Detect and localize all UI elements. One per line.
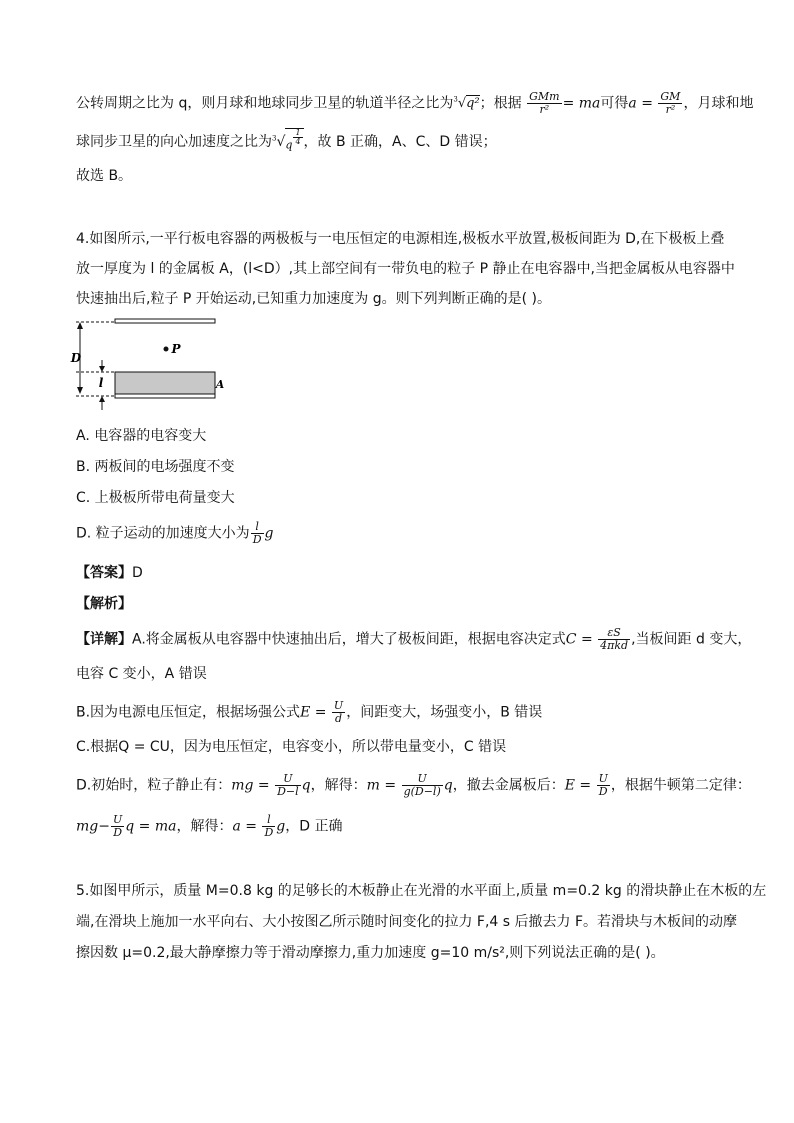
frac-num: U [598,772,608,785]
prev-line-3: 故选 B。 [76,168,133,184]
math: q = ma [125,818,177,835]
metal-plate-a [115,372,215,394]
frac-den: r² [539,102,550,116]
label-D: D [70,351,82,365]
root-base: q [285,138,293,152]
label-l: l [98,376,104,390]
detail-text: B.因为电源电压恒定，根据场强公式 [76,704,301,721]
prev-text: ，月球和地 [683,95,754,112]
detail-text: ,当板间距 d 变大， [631,631,752,648]
detail-text: ，撤去金属板后： [452,777,565,794]
q4-line-3: 快速抽出后,粒子 P 开始运动,已知重力加速度为 g。则下列判断正确的是( )。 [76,291,551,307]
option-a: A. 电容器的电容变大 [76,428,207,444]
option-c: C. 上极板所带电荷量变大 [76,490,235,506]
detail-line-6 [76,814,342,839]
detail-text: ，间距变大，场强变小，B 错误 [346,704,543,721]
detail-text: D.初始时，粒子静止有： [76,777,232,794]
capacitor-figure [72,316,232,416]
math: m = [366,777,397,794]
frac-den: D [252,533,262,546]
math: q [301,777,311,794]
fraction [251,521,264,546]
frac-num: εS [598,627,630,640]
answer-line [76,563,143,583]
frac-den: D−l [277,785,299,798]
prev-text: 公转周期之比为 q，则月球和地球同步卫星的轨道半径之比为 [76,95,454,112]
fraction [402,773,443,798]
frac-num: U [402,773,443,786]
detail-text: ，D 正确 [285,818,343,835]
detail-text: ，解得： [310,777,367,794]
frac-num: U [275,773,301,786]
l-arrow-bottom-head [99,396,105,402]
math: E = [300,704,327,721]
detail-line-2: 电容 C 变小，A 错误 [76,666,207,682]
detail-text: ，解得： [176,818,233,835]
frac-num: U [333,699,344,712]
detail-line-5 [76,773,751,798]
frac-den: D [113,826,123,839]
cube-root: $^3$√q $\frac{1}{4}$ [272,134,304,150]
detail-line-4: C.根据Q = CU，因为电压恒定，电容变小，所以带电量变小，C 错误 [76,739,507,755]
frac-den: D [264,826,274,839]
detail-line-1 [76,627,751,652]
detail-line-3 [76,700,542,725]
fraction [275,773,301,798]
label-A: A [215,378,225,391]
cube-root: $^3$√q² [453,96,480,112]
math: C = [565,631,593,648]
math: a = [628,95,653,112]
fraction [527,91,561,116]
frac-num: l [262,814,275,827]
lower-plate [115,394,215,398]
prev-line-2 [76,128,497,156]
math: E = [564,777,592,794]
q5-line-3: 擦因数 μ=0.2,最大静摩擦力等于滑动摩擦力,重力加速度 g=10 m/s²,则下列说法正确的是( )。 [76,945,665,961]
exponent-frac [293,129,302,146]
answer-tag: 【答案】 [76,565,132,581]
option-b: B. 两板间的电场强度不变 [76,459,235,475]
analysis-tag-text: 【解析】 [76,596,132,612]
fraction [598,627,630,652]
option-d [76,521,273,546]
math: mg = [231,777,270,794]
root-content: q² [466,96,480,112]
prev-text: ；根据 [479,95,522,112]
d-arrow-top [77,322,83,329]
math: = ma [562,95,601,112]
label-P: P [171,342,181,356]
fraction [262,814,275,839]
math: mg− [76,818,110,835]
fraction [332,700,345,725]
detail-tag: 【详解】 [76,631,132,648]
prev-text: ，故 B 正确，A、C、D 错误； [303,133,497,150]
math: g [276,818,286,835]
option-d-text: D. 粒子运动的加速度大小为 [76,525,250,542]
detail-text: ，根据牛顿第二定律： [610,777,751,794]
q4-line-2: 放一厚度为 l 的金属板 A，(l<D）,其上部空间有一带负电的粒子 P 静止在电容器中,当把金属板从电容器中 [76,261,735,277]
frac-den: 4πkd [600,639,629,652]
q5-line-1: 5.如图甲所示，质量 M=0.8 kg 的足够长的木板静止在光滑的水平面上,质量 m=0.2 kg 的滑块静止在木板的左 [76,883,767,899]
frac-num: U [112,813,123,826]
math: q [443,777,453,794]
prev-text: 可得 [600,95,629,112]
l-arrow-top-head [99,366,105,372]
frac-den: d [335,712,343,725]
prev-text: 球同步卫星的向心加速度之比为 [76,133,272,150]
particle-p [164,347,169,352]
frac-num: GM [660,89,681,103]
frac-num: 1 [295,128,301,137]
fraction [111,814,124,839]
q4-line-1: 4.如图所示,一平行板电容器的两极板与一电压恒定的电源相连,极板水平放置,极板间距为 D,在下极板上叠 [76,231,725,247]
upper-plate [115,319,215,323]
frac-num: l [251,521,264,534]
frac-num: GMm [529,89,560,103]
math: g [264,525,274,542]
frac-den: g(D−l) [403,785,441,798]
frac-den: r² [665,102,676,116]
fraction [597,773,610,798]
analysis-tag [76,594,132,614]
fraction [658,91,682,116]
d-arrow-bottom [77,387,83,394]
q5-line-2: 端,在滑块上施加一水平向右、大小按图乙所示随时间变化的拉力 F,4 s 后撤去力 F。若滑块与木板间的动摩 [76,914,738,930]
answer-value: D [132,565,143,581]
detail-text: A.将金属板从电容器中快速抽出后，增大了极板间距，根据电容决定式 [132,631,566,648]
math: a = [232,818,257,835]
frac-den: 4 [295,137,301,146]
frac-den: D [598,785,608,798]
prev-line-1 [76,90,753,116]
